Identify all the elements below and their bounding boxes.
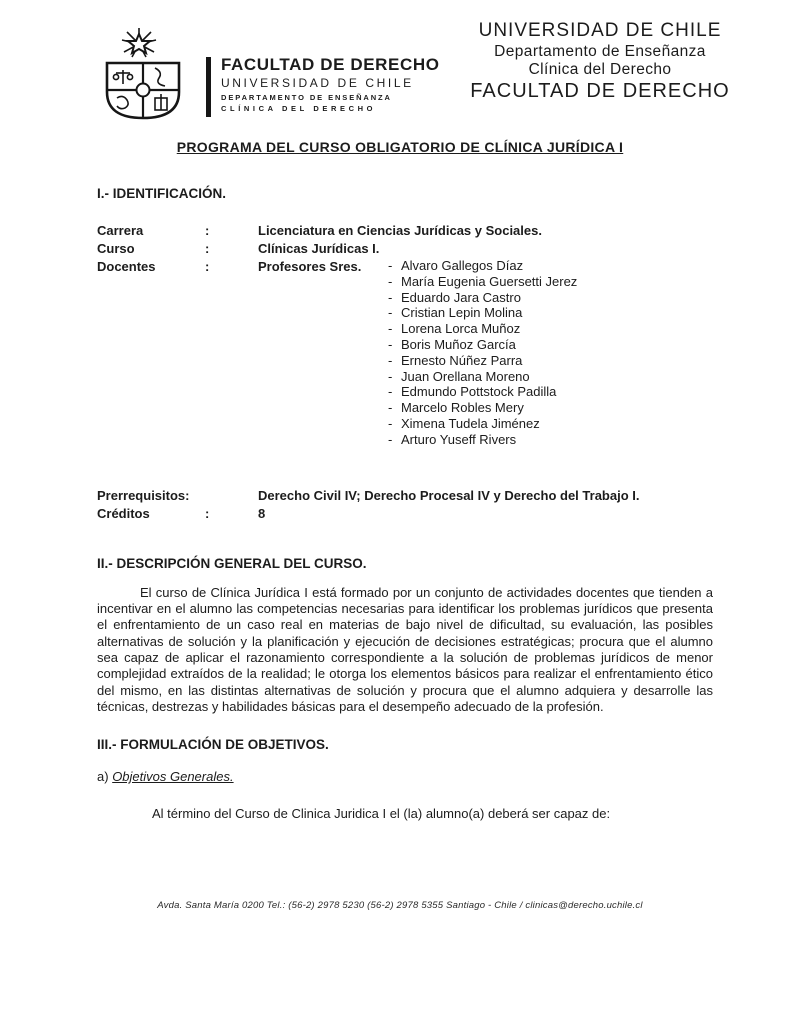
- docente-name: Ernesto Núñez Parra: [401, 352, 523, 368]
- objectives-subsection: [97, 769, 713, 785]
- docente-item: [388, 337, 577, 353]
- list-dash: -: [388, 368, 393, 384]
- docente-item: [388, 274, 577, 290]
- docente-name: María Eugenia Guersetti Jerez: [401, 273, 578, 289]
- letterhead-faculty: FACULTAD DE DERECHO: [221, 55, 440, 74]
- list-dash: -: [388, 400, 393, 416]
- row-docentes: [97, 258, 713, 448]
- letterhead: [221, 56, 440, 112]
- docente-item: [388, 400, 577, 416]
- docente-name: Marcelo Robles Mery: [401, 400, 524, 416]
- list-dash: -: [388, 415, 393, 431]
- list-dash: -: [388, 273, 393, 289]
- section-heading-identification: I.- IDENTIFICACIÓN.: [97, 186, 226, 201]
- stamp-clinic: Clínica del Derecho: [528, 60, 672, 78]
- docente-item: [388, 305, 577, 321]
- row-carrera: [97, 222, 713, 240]
- prerequisitos-value: Derecho Civil IV; Derecho Procesal IV y Derecho del Trabajo I.: [258, 487, 640, 503]
- identification-table: [97, 222, 713, 448]
- list-dash: -: [388, 384, 393, 400]
- carrera-value: Licenciatura en Ciencias Jurídicas y Sociales.: [258, 223, 542, 238]
- creditos-value: 8: [258, 505, 266, 521]
- docente-item: [388, 290, 577, 306]
- prerequisitos-label: Prerrequisitos:: [97, 487, 190, 503]
- university-crest-icon: [103, 26, 191, 120]
- docente-item: [388, 432, 577, 448]
- header-stamp: [445, 20, 755, 102]
- letterhead-university: UNIVERSIDAD DE CHILE: [221, 76, 414, 90]
- docente-name: Lorena Lorca Muñoz: [401, 321, 521, 337]
- stamp-department: Departamento de Enseñanza: [494, 43, 706, 61]
- docente-item: [388, 416, 577, 432]
- docente-name: Boris Muñoz García: [401, 336, 516, 352]
- curso-value: Clínicas Jurídicas I.: [258, 241, 380, 256]
- curso-colon: :: [205, 241, 210, 256]
- prerequisites-block: [97, 487, 713, 523]
- docente-item: [388, 353, 577, 369]
- list-dash: -: [388, 352, 393, 368]
- docente-item: [388, 258, 577, 274]
- letterhead-divider: [206, 57, 211, 117]
- list-dash: -: [388, 336, 393, 352]
- carrera-colon: :: [205, 223, 210, 238]
- list-dash: -: [388, 431, 393, 447]
- objectives-item-label: a): [97, 769, 109, 785]
- row-curso: [97, 240, 713, 258]
- section-heading-objectives: III.- FORMULACIÓN DE OBJETIVOS.: [97, 737, 329, 753]
- footer-address: Avda. Santa María 0200 Tel.: (56-2) 2978 5230 (56-2) 2978 5355 Santiago - Chile / clinicas@derecho.uchile.cl: [157, 900, 643, 911]
- document-body: [97, 186, 713, 835]
- list-dash: -: [388, 258, 393, 273]
- docentes-value: Profesores Sres.: [258, 259, 362, 274]
- docente-name: Edmundo Pottstock Padilla: [401, 384, 557, 400]
- docente-name: Ximena Tudela Jiménez: [401, 415, 540, 431]
- letterhead-clinic: CLÍNICA DEL DERECHO: [221, 103, 377, 113]
- stamp-faculty: FACULTAD DE DERECHO: [470, 79, 730, 102]
- section-heading-description: II.- DESCRIPCIÓN GENERAL DEL CURSO.: [97, 555, 367, 571]
- docente-name: Eduardo Jara Castro: [401, 289, 521, 305]
- curso-label: Curso: [97, 241, 135, 256]
- row-creditos: [97, 505, 713, 523]
- document-title: PROGRAMA DEL CURSO OBLIGATORIO DE CLÍNICA JURÍDICA I: [176, 139, 624, 155]
- docentes-colon: :: [205, 259, 210, 274]
- docentes-label: Docentes: [97, 259, 156, 274]
- objectives-intro: Al término del Curso de Clinica Juridica I el (la) alumno(a) deberá ser capaz de:: [152, 806, 611, 822]
- docente-name: Cristian Lepin Molina: [401, 305, 523, 321]
- list-dash: -: [388, 321, 393, 337]
- description-paragraph: El curso de Clínica Jurídica I está formado por un conjunto de actividades docentes que tienden a incentivar en el alumno las competencias necesarias para identificar los problemas jurídicos que presenta el enfrentamiento de un caso real en materias de bajo nivel de dificultad, su evaluación, las posibles alternativas de solución y la planificación y ejecución de decisiones estratégicas; procura que el alumno sea capaz de aplicar el razonamiento correspondiente a la solución de problemas jurídicos de menor complejidad extraídos de la realidad; le otorga los elementos básicos para realizar el enfrentamiento ético del mismo, en las distintas alternativas de solución y procura que el alumno adquiera y desarrolle las técnicas, destrezas y habilidades básicas para el desempeño adecuado de la profesión.: [97, 584, 713, 714]
- letterhead-department: DEPARTAMENTO DE ENSEÑANZA: [221, 93, 392, 102]
- objectives-item-title: Objetivos Generales.: [112, 769, 234, 785]
- docente-item: [388, 321, 577, 337]
- creditos-label: Créditos: [97, 505, 150, 521]
- creditos-colon: :: [205, 505, 210, 521]
- docente-name: Alvaro Gallegos Díaz: [401, 258, 524, 273]
- docente-name: Arturo Yuseff Rivers: [401, 431, 517, 447]
- list-dash: -: [388, 289, 393, 305]
- docente-name: Juan Orellana Moreno: [401, 368, 530, 384]
- docentes-list: [388, 258, 577, 448]
- carrera-label: Carrera: [97, 223, 144, 238]
- list-dash: -: [388, 305, 393, 321]
- docente-item: [388, 384, 577, 400]
- docente-item: [388, 369, 577, 385]
- stamp-university: UNIVERSIDAD DE CHILE: [478, 20, 722, 41]
- row-prerequisitos: [97, 487, 713, 505]
